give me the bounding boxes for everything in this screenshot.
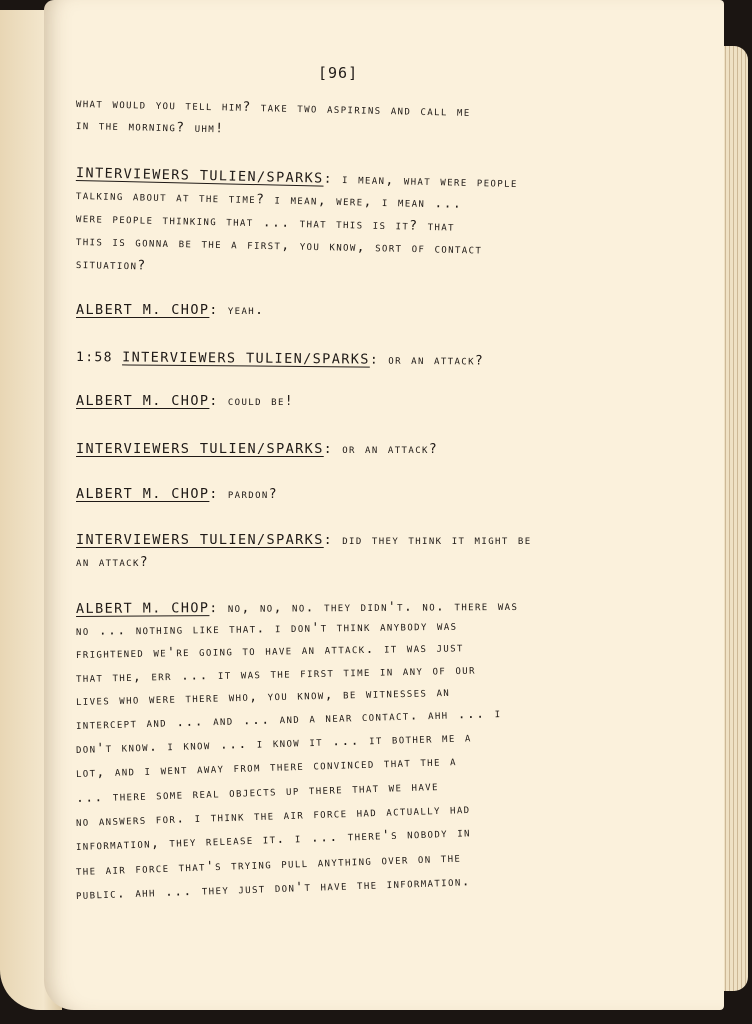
speaker-label: INTERVIEWERS TULIEN/SPARKS: [122, 349, 370, 368]
text-line: information, they release it. i ... there's nobody in: [75, 825, 472, 854]
text-line: no ... nothing like that. i don't think anybody was: [75, 618, 458, 639]
speaker-label: INTERVIEWERS TULIEN/SPARKS: [76, 441, 324, 457]
text-line: intercept and ... and ... and a near contact. ahh ... i: [75, 706, 502, 733]
speaker-label: INTERVIEWERS TULIEN/SPARKS: [76, 532, 324, 548]
text-line: the air force that's trying pull anything over on the: [75, 850, 462, 879]
text-line: that the, err ... it was the first time in any of our: [75, 662, 476, 686]
speaker-label: ALBERT M. CHOP: [76, 302, 210, 318]
text-line: this is gonna be the a first, you know, sort of contact: [75, 234, 483, 258]
text-line: were people thinking that ... that this is it? that: [75, 211, 456, 235]
dialogue-line: INTERVIEWERS TULIEN/SPARKS: i mean, what were people: [75, 165, 518, 192]
dialogue-line: ALBERT M. CHOP: pardon?: [76, 486, 278, 502]
page-number: [96]: [318, 64, 359, 82]
text-line: what would you tell him? take two aspirins and call me: [75, 96, 471, 120]
text-line: an attack?: [76, 555, 150, 570]
text-line: ... there some real objects up there that we have: [75, 778, 440, 806]
dialogue-line: INTERVIEWERS TULIEN/SPARKS: or an attack?: [76, 441, 439, 457]
speaker-label: INTERVIEWERS TULIEN/SPARKS: [75, 165, 324, 187]
dialogue-line: ALBERT M. CHOP: no, no, no. they didn't. no. there was: [75, 598, 519, 617]
timestamp: 1:58: [75, 350, 123, 366]
speaker-label: ALBERT M. CHOP: [76, 393, 210, 409]
speaker-label: ALBERT M. CHOP: [76, 486, 210, 502]
text-line: lot, and i went away from there convinced that the a: [75, 754, 458, 781]
text-line: situation?: [75, 257, 147, 274]
dialogue-line: ALBERT M. CHOP: yeah.: [76, 302, 265, 318]
dialogue-line: 1:58 INTERVIEWERS TULIEN/SPARKS: or an attack?: [75, 349, 485, 369]
text-line: talking about at the time? i mean, were, i mean ...: [75, 188, 463, 212]
text-line: in the morning? uhm!: [75, 118, 225, 137]
text-line: no answers for. i think the air force had actually had: [75, 801, 471, 830]
speaker-label: ALBERT M. CHOP: [75, 600, 210, 617]
dialogue-line: INTERVIEWERS TULIEN/SPARKS: did they think it might be: [76, 532, 532, 548]
text-line: don't know. i know ... i know it ... it bother me a: [75, 730, 472, 757]
text-line: public. ahh ... they just don't have the information.: [75, 874, 472, 903]
text-line: frightened we're going to have an attack. it was just: [75, 640, 464, 662]
dialogue-line: ALBERT M. CHOP: could be!: [76, 393, 295, 409]
text-line: lives who were there who, you know, be witnesses an: [75, 684, 451, 709]
